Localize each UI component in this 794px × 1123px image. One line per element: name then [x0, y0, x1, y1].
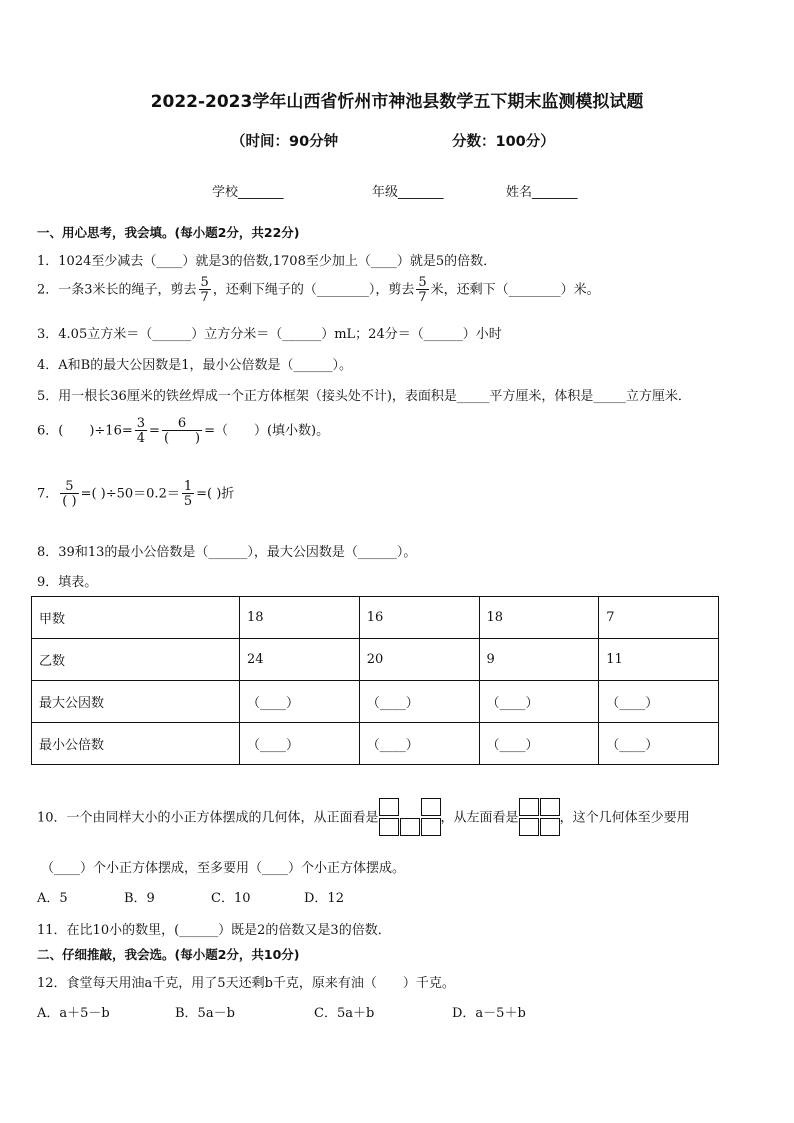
table-cell: 18: [479, 597, 599, 639]
table-cell: 20: [359, 639, 479, 681]
front-view-figure: [379, 798, 441, 838]
table-cell: 乙数: [32, 639, 240, 681]
cube-square: [540, 798, 560, 816]
fraction: $\frac{5}{7}$: [200, 275, 209, 305]
q6-text-b: =（ ）(填小数)。: [204, 423, 330, 439]
cube-square: [519, 818, 539, 836]
school-field: 学校_______: [212, 185, 284, 200]
fraction: $\frac{5}{7}$: [418, 275, 427, 305]
fraction: $\frac{3}{4}$: [136, 416, 146, 446]
table-row: [32, 681, 719, 723]
table-cell: （____）: [359, 723, 479, 765]
fraction: $\frac{1}{5}$: [183, 479, 193, 509]
table-cell: 最小公倍数: [32, 723, 240, 765]
q2-text-c: 米，还剩下（________）米。: [430, 282, 600, 298]
table-cell: （____）: [599, 681, 719, 723]
q12-option-c: C．5a＋b: [314, 1006, 375, 1021]
question-4: 4．A和B的最大公因数是1，最小公倍数是（______）。: [37, 358, 352, 373]
data-table: [31, 596, 719, 765]
time-label: （时间：90分钟: [231, 134, 339, 150]
exam-title: 2022-2023学年山西省忻州市神池县数学五下期末监测模拟试题: [150, 92, 644, 112]
grade-field: 年级_______: [372, 185, 444, 200]
q10-option-d: D．12: [304, 891, 344, 906]
question-6: [37, 417, 329, 445]
question-12: 12．食堂每天用油a千克，用了5天还剩b千克，原来有油（ ）千克。: [37, 976, 455, 991]
question-5: 5．用一根长36厘米的铁丝焊成一个正方体框架（接头处不计)，表面积是_____平方厘米，体积是_____立方厘米．: [37, 389, 691, 404]
cube-square: [400, 818, 420, 836]
question-3: 3．4.05立方米＝（______）立方分米＝（______）mL；24分＝（______）小时: [37, 327, 502, 342]
table-cell: （____）: [599, 723, 719, 765]
question-11: 11．在比10小的数里，(______）既是2的倍数又是3的倍数．: [37, 923, 391, 938]
table-cell: （____）: [479, 681, 599, 723]
cube-square: [519, 798, 539, 816]
table-cell: 11: [599, 639, 719, 681]
cube-square: [540, 818, 560, 836]
table-cell: （____）: [479, 723, 599, 765]
q2-text-b: ，还剩下绳子的（________），剪去: [212, 282, 415, 298]
section-2-heading: 二、仔细推敲，我会选。(每小题2分，共10分): [37, 947, 300, 962]
q10-text-c: ，这个几何体至少要用: [559, 810, 690, 826]
table-cell: 最大公因数: [32, 681, 240, 723]
table-cell: 18: [240, 597, 360, 639]
q7-text-a: 7．: [37, 486, 59, 502]
cube-square: [421, 798, 441, 816]
question-7: [37, 480, 234, 508]
table-cell: （____）: [359, 681, 479, 723]
table-cell: 7: [599, 597, 719, 639]
table-row: [32, 597, 719, 639]
q6-text-a: 6．( )÷16=: [37, 423, 133, 439]
question-1: 1．1024至少减去（____）就是3的倍数,1708至少加上（____）就是5的倍数．: [37, 254, 497, 269]
fraction: $\frac{5}{( )}$: [62, 479, 77, 509]
table-cell: 16: [359, 597, 479, 639]
question-9: 9．填表。: [37, 575, 98, 590]
q12-option-a: A．a＋5－b: [37, 1006, 110, 1021]
cube-square: [379, 818, 399, 836]
q10-text-a: 10．一个由同样大小的小正方体摆成的几何体，从正面看是: [37, 810, 379, 826]
question-10-line2: （____）个小正方体摆成，至多要用（____）个小正方体摆成。: [41, 861, 406, 876]
table-row: [32, 639, 719, 681]
section-1-heading: 一、用心思考，我会填。(每小题2分，共22分): [37, 225, 300, 240]
cube-square: [379, 798, 399, 816]
name-field: 姓名_______: [506, 185, 578, 200]
q10-option-b: B．9: [124, 891, 155, 906]
left-view-figure: [519, 798, 560, 838]
question-10: [37, 798, 690, 838]
cube-square: [421, 818, 441, 836]
q7-text-b: =( )÷50＝0.2＝: [80, 486, 180, 502]
q12-option-d: D．a－5＋b: [452, 1006, 526, 1021]
q2-text-a: 2．一条3米长的绳子，剪去: [37, 282, 197, 298]
table-cell: （____）: [240, 681, 360, 723]
table-cell: 甲数: [32, 597, 240, 639]
question-2: [37, 276, 600, 304]
table-cell: 24: [240, 639, 360, 681]
q10-option-c: C．10: [211, 891, 251, 906]
table-row: [32, 723, 719, 765]
score-label: 分数：100分）: [452, 134, 555, 150]
q6-equals: =: [149, 423, 160, 439]
question-8: 8．39和13的最小公倍数是（______），最大公因数是（______）。: [37, 545, 417, 560]
q12-option-b: B．5a－b: [175, 1006, 235, 1021]
table-cell: （____）: [240, 723, 360, 765]
q7-text-c: =( )折: [196, 486, 235, 502]
table-cell: 9: [479, 639, 599, 681]
fraction: $\frac{6}{( )}$: [163, 416, 201, 446]
q10-option-a: A．5: [37, 891, 68, 906]
q10-text-b: ，从左面看是: [440, 810, 519, 826]
